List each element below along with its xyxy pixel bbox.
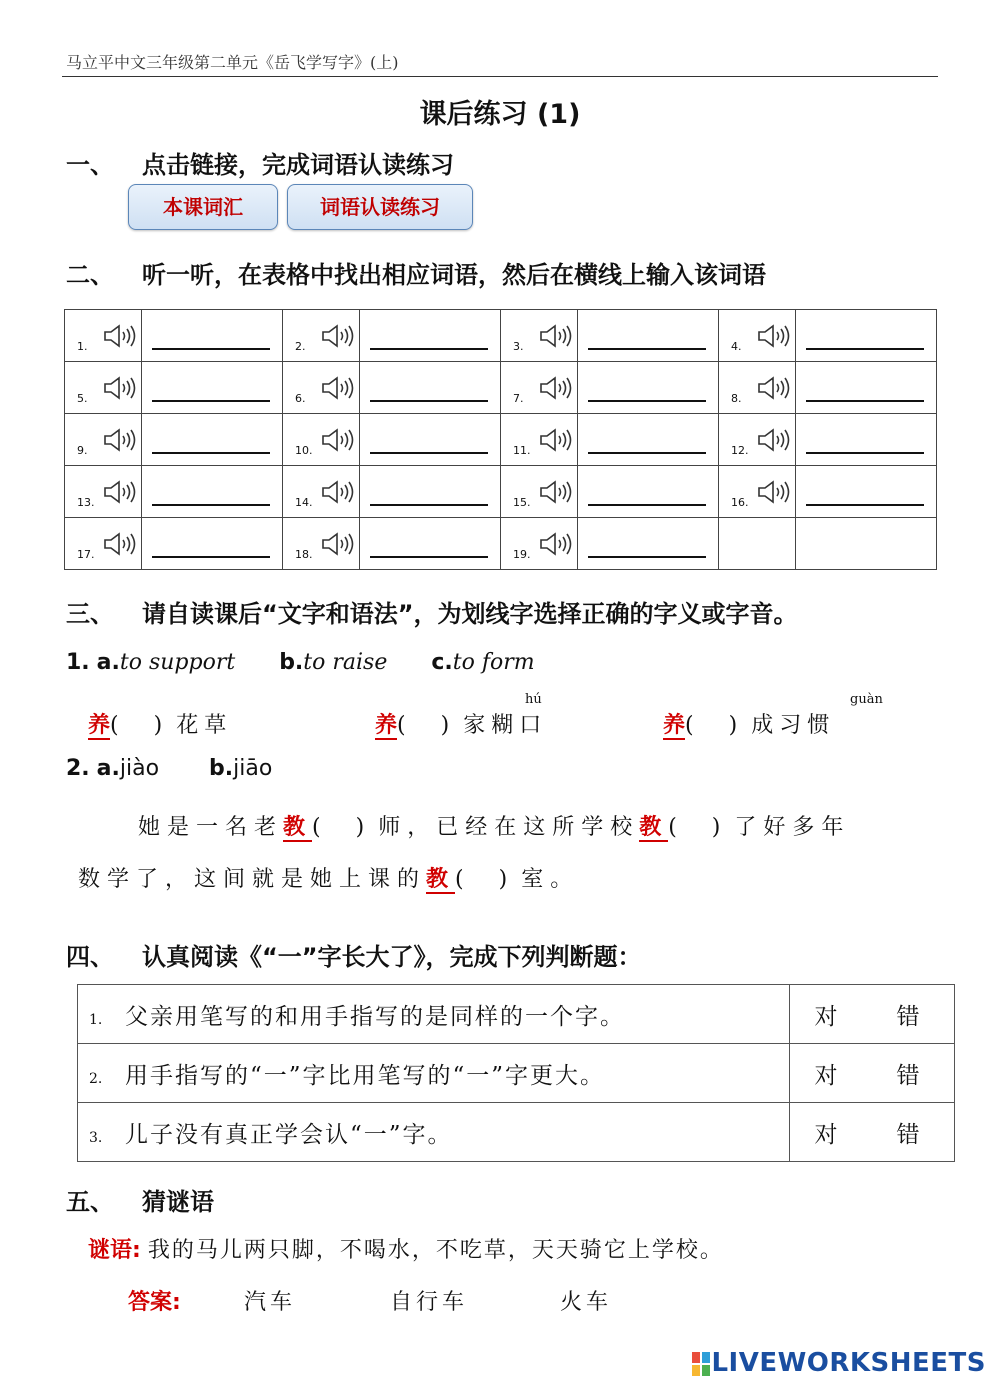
speaker-icon[interactable] (101, 426, 139, 454)
answer-option-2[interactable]: 自行车 (390, 1290, 469, 1315)
page-header: 马立平中文三年级第二单元《岳飞学写字》(上) (66, 53, 399, 72)
item-number: 3. (513, 340, 524, 353)
false-option[interactable]: 错 (862, 1044, 955, 1103)
speaker-icon[interactable] (755, 322, 793, 350)
phrase-rest: 成习惯 (751, 713, 836, 738)
true-option[interactable]: 对 (790, 1044, 863, 1103)
target-char: 养 (88, 712, 111, 738)
item-number: 9. (77, 444, 88, 457)
speaker-icon[interactable] (755, 374, 793, 402)
judge-row (78, 1103, 955, 1162)
phrase-1 (88, 708, 232, 739)
judge-row (78, 1044, 955, 1103)
row-number: 1. (89, 1011, 103, 1028)
sentence-text: 数学了，这间就是她上课的 (78, 867, 427, 892)
section-text: 猜谜语 (142, 1188, 214, 1216)
item-number: 10. (295, 444, 313, 457)
audio-cell (283, 466, 360, 518)
section-text: 认真阅读《“一”字长大了》，完成下列判断题： (142, 943, 642, 971)
speaker-icon[interactable] (537, 478, 575, 506)
audio-cell (501, 310, 578, 362)
target-char: 养 (375, 712, 398, 738)
riddle-text: 我的马儿两只脚，不喝水，不吃草，天天骑它上学校。 (147, 1238, 724, 1263)
answer-blank[interactable]: ( ) (110, 713, 177, 738)
answer-input-line[interactable] (152, 378, 270, 402)
row-number: 2. (89, 1070, 103, 1087)
answer-cell (796, 362, 937, 414)
answer-input-line[interactable] (370, 430, 488, 454)
answer-input-line[interactable] (588, 534, 706, 558)
answer-input-line[interactable] (370, 326, 488, 350)
answer-cell (796, 310, 937, 362)
item-number: 5. (77, 392, 88, 405)
grid-row (65, 466, 937, 518)
section-number: 五、 (66, 1188, 114, 1216)
speaker-icon[interactable] (101, 478, 139, 506)
answer-option-1[interactable]: 汽车 (244, 1290, 297, 1315)
item-number: 17. (77, 548, 95, 561)
option-key: a. (96, 650, 120, 675)
audio-cell (65, 518, 142, 570)
target-char: 教 (639, 814, 669, 840)
grid-row (65, 362, 937, 414)
answer-input-line[interactable] (152, 534, 270, 558)
item-number: 7. (513, 392, 524, 405)
section-text: 听一听，在表格中找出相应词语，然后在横线上输入该词语 (142, 261, 766, 289)
speaker-icon[interactable] (101, 530, 139, 558)
answer-input-line[interactable] (152, 326, 270, 350)
item-number: 15. (513, 496, 531, 509)
audio-cell (501, 466, 578, 518)
answer-input-line[interactable] (588, 378, 706, 402)
section-number: 二、 (66, 261, 114, 289)
item-number: 4. (731, 340, 742, 353)
word-practice-link-button[interactable]: 词语认读练习 (287, 184, 473, 230)
q1-label: 1. (66, 650, 90, 675)
speaker-icon[interactable] (319, 530, 357, 558)
audio-cell (65, 310, 142, 362)
answer-cell (796, 414, 937, 466)
answer-input-line[interactable] (370, 378, 488, 402)
audio-cell (719, 362, 796, 414)
item-number: 11. (513, 444, 531, 457)
answer-cell (142, 518, 283, 570)
audio-cell (719, 414, 796, 466)
q1-options (66, 650, 535, 675)
riddle-label: 谜语: (88, 1238, 141, 1263)
false-option[interactable]: 错 (862, 1103, 955, 1162)
judge-row (78, 985, 955, 1044)
answer-input-line[interactable] (806, 482, 924, 506)
section-text: 点击链接，完成词语认读练习 (142, 151, 454, 179)
grid-row (65, 414, 937, 466)
answer-cell (578, 310, 719, 362)
section-number: 四、 (66, 943, 114, 971)
page-title: 课后练习 (1) (419, 99, 581, 130)
answer-cell (360, 518, 501, 570)
answer-input-line[interactable] (806, 326, 924, 350)
answer-input-line[interactable] (806, 378, 924, 402)
statement: 用手指写的“一”字比用笔写的“一”字更大。 (125, 1062, 606, 1089)
statement: 父亲用笔写的和用手指写的是同样的一个字。 (125, 1003, 625, 1030)
q2-label: 2. (66, 756, 90, 781)
q2-options (66, 756, 272, 781)
true-option[interactable]: 对 (790, 985, 863, 1044)
phrase-2 (375, 708, 547, 739)
liveworksheets-logo-icon (692, 1352, 710, 1376)
liveworksheets-brand: LIVEWORKSHEETS (711, 1348, 986, 1378)
answer-blank[interactable]: ( ) (312, 815, 379, 840)
section-3-heading (66, 594, 798, 629)
item-number: 12. (731, 444, 749, 457)
section-1-heading (66, 145, 454, 180)
answer-cell (578, 466, 719, 518)
riddle-line (88, 1233, 724, 1264)
sentence-text: 了好多年 (734, 815, 851, 840)
answer-blank[interactable]: ( ) (455, 867, 522, 892)
target-char: 教 (283, 814, 313, 840)
header-divider (62, 76, 938, 77)
answer-cell (578, 518, 719, 570)
speaker-icon[interactable] (101, 374, 139, 402)
option-text: to support (119, 650, 236, 675)
speaker-icon[interactable] (537, 426, 575, 454)
speaker-icon[interactable] (755, 478, 793, 506)
speaker-icon[interactable] (101, 322, 139, 350)
empty-cell (796, 518, 937, 570)
grid-row (65, 518, 937, 570)
item-number: 8. (731, 392, 742, 405)
statement: 儿子没有真正学会认“一”字。 (125, 1121, 453, 1148)
sentence-text: 师，已经在这所学校 (378, 815, 640, 840)
answer-option-3[interactable]: 火车 (560, 1290, 613, 1315)
true-option[interactable]: 对 (790, 1103, 863, 1162)
audio-cell (501, 518, 578, 570)
target-char: 教 (426, 866, 456, 892)
section-4-heading (66, 937, 642, 972)
phrase-rest: 家糊口 (463, 713, 548, 738)
answer-cell (142, 414, 283, 466)
audio-cell (283, 310, 360, 362)
option-text: jiào (119, 756, 160, 781)
answer-cell (142, 466, 283, 518)
listening-grid (64, 309, 937, 570)
false-option[interactable]: 错 (862, 985, 955, 1044)
answer-input-line[interactable] (588, 326, 706, 350)
section-5-heading (66, 1182, 214, 1217)
answer-input-line[interactable] (588, 430, 706, 454)
answer-input-line[interactable] (588, 482, 706, 506)
section-2-heading (66, 255, 766, 290)
grid-row (65, 310, 937, 362)
option-key: b. (209, 756, 234, 781)
item-number: 2. (295, 340, 306, 353)
answer-blank[interactable]: ( ) (685, 713, 752, 738)
section-text: 请自读课后“文字和语法”，为划线字选择正确的字义或字音。 (142, 600, 798, 628)
answer-cell (578, 362, 719, 414)
answer-blank[interactable]: ( ) (668, 815, 735, 840)
item-number: 13. (77, 496, 95, 509)
option-text: jiāo (233, 756, 273, 781)
speaker-icon[interactable] (537, 374, 575, 402)
sentence-text: 室。 (521, 867, 580, 892)
audio-cell (283, 518, 360, 570)
answer-input-line[interactable] (806, 430, 924, 454)
answer-input-line[interactable] (370, 534, 488, 558)
empty-cell (719, 518, 796, 570)
answer-cell (796, 466, 937, 518)
speaker-icon[interactable] (319, 322, 357, 350)
sentence-line-2 (78, 862, 579, 893)
audio-cell (65, 362, 142, 414)
audio-cell (501, 414, 578, 466)
item-number: 14. (295, 496, 313, 509)
option-key: c. (431, 650, 453, 675)
item-number: 1. (77, 340, 88, 353)
phrase-3 (663, 708, 835, 739)
true-false-table (77, 984, 955, 1162)
option-key: a. (96, 756, 120, 781)
audio-cell (65, 466, 142, 518)
item-number: 18. (295, 548, 313, 561)
item-number: 16. (731, 496, 749, 509)
target-char: 养 (663, 712, 686, 738)
answer-cell (360, 310, 501, 362)
audio-cell (719, 466, 796, 518)
section-number: 一、 (66, 151, 114, 179)
row-number: 3. (89, 1129, 103, 1146)
speaker-icon[interactable] (319, 374, 357, 402)
answer-input-line[interactable] (370, 482, 488, 506)
answer-cell (360, 362, 501, 414)
answer-cell (360, 414, 501, 466)
answer-label: 答案: (128, 1290, 181, 1315)
answer-cell (142, 362, 283, 414)
option-text: to raise (303, 650, 388, 675)
speaker-icon[interactable] (319, 478, 357, 506)
answer-input-line[interactable] (152, 430, 270, 454)
sentence-text: 她是一名老 (138, 815, 284, 840)
speaker-icon[interactable] (755, 426, 793, 454)
answer-cell (360, 466, 501, 518)
section-number: 三、 (66, 600, 114, 628)
item-number: 6. (295, 392, 306, 405)
sentence-line-1 (138, 810, 850, 841)
speaker-icon[interactable] (537, 530, 575, 558)
audio-cell (283, 414, 360, 466)
speaker-icon[interactable] (537, 322, 575, 350)
audio-cell (719, 310, 796, 362)
vocab-link-button[interactable]: 本课词汇 (128, 184, 278, 230)
audio-cell (65, 414, 142, 466)
answer-cell (142, 310, 283, 362)
audio-cell (283, 362, 360, 414)
answer-input-line[interactable] (152, 482, 270, 506)
phrase-rest: 花草 (176, 713, 233, 738)
answer-cell (578, 414, 719, 466)
pinyin-guan: guàn (850, 692, 883, 707)
option-text: to form (452, 650, 535, 675)
answer-blank[interactable]: ( ) (397, 713, 464, 738)
audio-cell (501, 362, 578, 414)
item-number: 19. (513, 548, 531, 561)
pinyin-hu: hú (525, 692, 542, 707)
answer-line (128, 1285, 181, 1316)
speaker-icon[interactable] (319, 426, 357, 454)
option-key: b. (279, 650, 304, 675)
